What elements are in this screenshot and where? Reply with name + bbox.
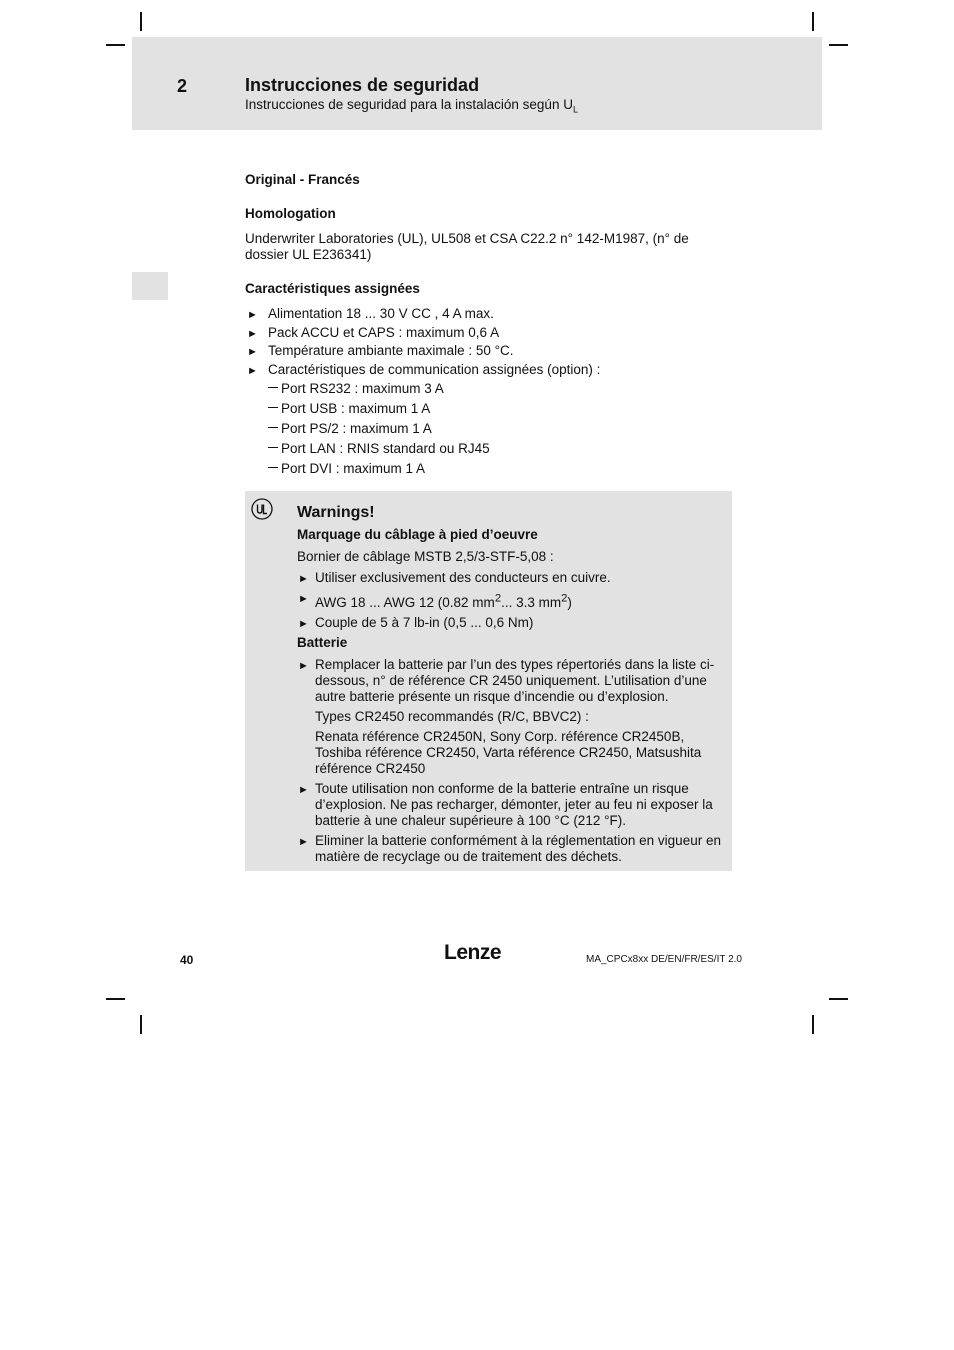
crop-mark-bottom-right-h [829, 998, 848, 1000]
crop-mark-top-right-v [812, 12, 814, 31]
list-item-text: Toute utilisation non conforme de la batterie entraîne un risque d’explosion. Ne pas recharger, démonter, jeter au feu ni exposer la batterie à une chaleur supérieure à 100 °C (212 °F). [315, 780, 713, 828]
chapter-number: 2 [177, 76, 188, 96]
dash-icon [268, 447, 278, 448]
triangle-right-icon: ► [247, 309, 258, 321]
triangle-right-icon: ► [298, 835, 309, 848]
homologation-text: Underwriter Laboratories (UL), UL508 et CSA C22.2 n° 142-M1987, (n° de dossier UL E236341) [245, 231, 689, 262]
list-item-text: Utiliser exclusivement des conducteurs en cuivre. [315, 570, 611, 585]
chapter-subtitle-text: Instrucciones de seguridad para la instalación según U [245, 97, 573, 112]
original-label: Original - Francés [245, 172, 360, 187]
crop-mark-bottom-left-h [106, 998, 125, 1000]
battery-types-label: Types CR2450 recommandés (R/C, BBVC2) : [315, 708, 589, 724]
battery-list [297, 657, 727, 865]
triangle-right-icon: ► [247, 327, 258, 340]
list-item-text: Remplacer la batterie par l’un des types répertoriés dans la liste ci-dessous, n° de référence CR 2450 uniquement. L’utilisation d’une autre batterie présente un risque d’incendie ou d’explosion. [315, 656, 715, 704]
chapter-title: Instrucciones de seguridad [245, 75, 480, 95]
crop-mark-bottom-left-v [140, 1015, 142, 1034]
crop-mark-top-left-h [106, 44, 125, 46]
triangle-right-icon: ► [298, 617, 309, 630]
dash-icon [268, 407, 278, 408]
list-item-text: Alimentation 18 ... 30 V CC , 4 A max. [268, 306, 494, 321]
list-item-text: Couple de 5 à 7 lb-in (0,5 ... 0,6 Nm) [315, 614, 534, 630]
triangle-right-icon: ► [298, 659, 309, 672]
crop-mark-top-right-h [829, 44, 848, 46]
list-item-text: Port USB : maximum 1 A [281, 400, 431, 416]
list-item [297, 781, 727, 829]
triangle-right-icon: ► [298, 593, 309, 605]
battery-heading: Batterie [297, 634, 348, 650]
list-item [268, 401, 735, 417]
list-item [297, 657, 727, 777]
triangle-right-icon: ► [247, 346, 258, 358]
ratings-heading: Caractéristiques assignées [245, 281, 420, 296]
list-item [245, 362, 735, 378]
list-item [268, 461, 735, 477]
comm-ports-list [245, 381, 735, 477]
page-number: 40 [180, 953, 194, 967]
list-item [268, 441, 735, 457]
crop-mark-bottom-right-v [812, 1015, 814, 1034]
terminal-text: Bornier de câblage MSTB 2,5/3-STF-5,08 : [297, 549, 554, 564]
list-item [268, 421, 735, 437]
list-item [297, 570, 727, 586]
ratings-list [245, 306, 735, 378]
dash-icon [268, 387, 278, 388]
list-item [245, 306, 735, 322]
list-item [245, 343, 735, 359]
superscript-2: 2 [561, 592, 568, 604]
list-item-text: Pack ACCU et CAPS : maximum 0,6 A [268, 324, 500, 340]
triangle-right-icon: ► [247, 364, 258, 377]
superscript-2: 2 [494, 592, 502, 604]
list-item [297, 833, 727, 865]
dash-icon [268, 467, 278, 468]
crop-mark-top-left-v [140, 12, 142, 31]
list-item-text: Eliminer la batterie conformément à la réglementation en vigueur en matière de recyclage ou de traitement des déchets. [315, 832, 721, 864]
ul-certification-icon [251, 498, 273, 520]
list-item [297, 590, 727, 611]
wiring-heading: Marquage du câblage à pied d’oeuvre [297, 527, 538, 542]
wiring-list [297, 570, 727, 631]
battery-types-list: Renata référence CR2450N, Sony Corp. référence CR2450B, Toshiba référence CR2450, Varta référence CR2450, Matsushita référence CR2450 [315, 728, 702, 776]
warnings-content [297, 505, 727, 867]
side-tab-marker [132, 272, 168, 300]
list-item-text: Port RS232 : maximum 3 A [281, 380, 444, 396]
list-item-text: Port DVI : maximum 1 A [281, 460, 426, 476]
document-id: MA_CPCx8xx DE/EN/FR/ES/IT 2.0 [586, 954, 742, 965]
list-item [297, 615, 727, 631]
awg-suffix: ) [567, 594, 572, 610]
list-item-text: Température ambiante maximale : 50 °C. [268, 343, 514, 358]
chapter-subtitle [245, 97, 578, 115]
list-item-text: Port LAN : RNIS standard ou RJ45 [281, 440, 490, 456]
triangle-right-icon: ► [298, 573, 309, 585]
main-content [245, 172, 735, 481]
awg-mid: ... 3.3 mm [501, 594, 562, 610]
homologation-heading: Homologation [245, 206, 336, 221]
triangle-right-icon: ► [298, 783, 309, 796]
list-item [268, 381, 735, 397]
dash-icon [268, 427, 278, 428]
awg-prefix: AWG 18 ... AWG 12 (0.82 mm [315, 594, 495, 610]
list-item-text: Caractéristiques de communication assignées (option) : [268, 361, 601, 377]
list-item-text [315, 592, 572, 610]
lenze-logo: Lenze [444, 941, 502, 964]
warnings-title: Warnings! [297, 504, 375, 521]
list-item-text: Port PS/2 : maximum 1 A [281, 420, 432, 436]
chapter-subtitle-subscript: L [572, 104, 578, 115]
list-item [245, 325, 735, 341]
